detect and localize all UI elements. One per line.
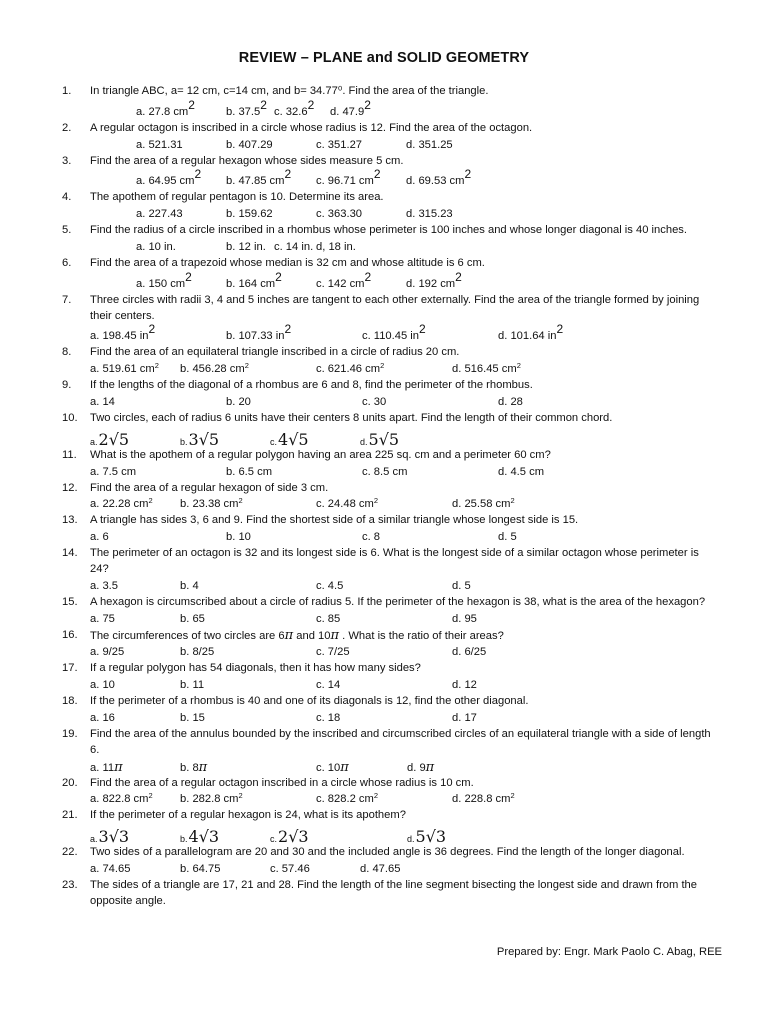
answer-choices xyxy=(90,169,712,190)
answer-choice: d. 4.5 cm xyxy=(498,465,545,478)
question-text: If the perimeter of a rhombus is 40 and one of its diagonals is 12, find the other diagonal. xyxy=(90,695,529,708)
answer-choice: b. 37.5$^2$ xyxy=(226,97,267,118)
superscript-2: 2 xyxy=(284,322,292,337)
answer-choice: c. 24.48 $cm^2$ xyxy=(316,496,378,511)
answer-choice: d. 47.65 xyxy=(360,862,401,875)
question-item xyxy=(62,448,712,481)
superscript-2: 2 xyxy=(238,791,243,801)
question-item xyxy=(62,378,712,411)
question-text: The circumferences of two circles are 6π and 10π . What is the ratio of their areas? xyxy=(90,627,504,643)
question-number: 2. xyxy=(62,121,72,134)
page-title: REVIEW – PLANE and SOLID GEOMETRY xyxy=(238,50,530,66)
choice-letter: a. xyxy=(90,834,98,845)
answer-choice: b. 10 xyxy=(226,531,251,544)
answer-choice: b. 4 xyxy=(180,579,199,592)
answer-choice: c. 14 in. xyxy=(274,240,314,253)
answer-choice: c. 32.6$^2$ xyxy=(274,97,315,118)
answer-choices xyxy=(90,427,712,448)
answer-choice: d. 315.23 xyxy=(406,208,453,221)
question-text: Find the area of the annulus bounded by the inscribed and circumscribed circles of an equilateral triangle with a side of length 6. xyxy=(90,727,711,756)
answer-choice: d. 5 xyxy=(452,579,471,592)
choice-letter: b. xyxy=(180,436,188,447)
question-item xyxy=(62,84,712,121)
answer-choices xyxy=(90,861,712,878)
answer-choice: c. 110.45 $in^2$ xyxy=(362,322,426,343)
question-item xyxy=(62,411,712,448)
answer-choice: a. 64.95 $cm^2$ xyxy=(136,167,202,188)
answer-choices xyxy=(90,206,712,223)
question-item xyxy=(62,546,712,595)
superscript-2: 2 xyxy=(510,791,515,801)
question-item xyxy=(62,776,712,809)
answer-choice: d. 101.64 $in^2$ xyxy=(498,322,564,343)
superscript-2: 2 xyxy=(154,361,159,371)
superscript-2: 2 xyxy=(373,496,378,506)
answer-choice: c. 621.46 $cm^2$ xyxy=(316,361,385,376)
question-number: 22. xyxy=(62,846,78,859)
superscript-2: 2 xyxy=(364,97,371,112)
answer-choice: a. 22.28 $cm^2$ xyxy=(90,496,153,511)
choice-letter: a. xyxy=(90,436,98,447)
answer-choice: a. 198.45 $in^2$ xyxy=(90,322,156,343)
answer-choice: d. 9π xyxy=(407,759,435,775)
question-text: Three circles with radii 3, 4 and 5 inches are tangent to each other externally. Find the area of the triangle formed by joining their centers. xyxy=(90,293,700,322)
answer-choice: c. 4.5 xyxy=(316,579,344,592)
question-number: 17. xyxy=(62,662,78,675)
answer-choice: a. 75 xyxy=(90,612,115,625)
superscript-2: 2 xyxy=(238,496,243,506)
question-text: Two circles, each of radius 6 units have their centers 8 units apart. Find the length of their common chord. xyxy=(90,411,613,424)
question-text: If a regular polygon has 54 diagonals, then it has how many sides? xyxy=(90,662,421,675)
pi-symbol: π xyxy=(198,759,208,775)
answer-choice: d. 28 xyxy=(498,395,523,408)
answer-choices xyxy=(90,710,712,727)
answer-choice: d. 25.58 $cm^2$ xyxy=(452,496,515,511)
question-number: 11. xyxy=(62,448,77,461)
answer-choice: a. 74.65 xyxy=(90,862,131,875)
answer-choice: b. 8/25 xyxy=(180,646,215,659)
question-text: Find the radius of a circle inscribed in a rhombus whose perimeter is 100 inches and whose longer diagonal is 40 inches. xyxy=(90,224,687,237)
superscript-2: 2 xyxy=(516,361,521,371)
answer-choice: d. 5 xyxy=(498,531,517,544)
radical-value: 3√5 xyxy=(188,429,220,449)
question-text: The sides of a triangle are 17, 21 and 28. Find the length of the line segment bisecting the longest side and drawn from the opposite angle. xyxy=(90,878,697,907)
question-item xyxy=(62,727,712,776)
superscript-2: 2 xyxy=(380,361,385,371)
question-number: 20. xyxy=(62,776,78,789)
superscript-2: 2 xyxy=(364,269,372,284)
question-number: 16. xyxy=(62,628,78,641)
answer-choices xyxy=(90,677,712,694)
question-text: Find the area of an equilateral triangle inscribed in a circle of radius 20 cm. xyxy=(90,346,460,359)
radical-value: 5√3 xyxy=(415,827,447,847)
answer-choice: c. 8.5 cm xyxy=(362,465,408,478)
question-number: 8. xyxy=(62,346,72,359)
answer-choices xyxy=(90,759,712,776)
answer-choices xyxy=(90,824,712,845)
answer-choices xyxy=(90,529,712,546)
choice-letter: d. xyxy=(360,436,368,447)
radical-value: 2√5 xyxy=(98,429,130,449)
superscript-2: 2 xyxy=(244,361,249,371)
answer-choice: b. 407.29 xyxy=(226,138,273,151)
radical-value: 3√3 xyxy=(98,827,130,847)
answer-choice: d. 228.8 $cm^2$ xyxy=(452,791,515,806)
answer-choices xyxy=(90,97,712,121)
question-text: If the lengths of the diagonal of a rhombus are 6 and 8, find the perimeter of the rhombus. xyxy=(90,379,533,392)
question-number: 7. xyxy=(62,293,72,306)
question-text: A hexagon is circumscribed about a circle of radius 5. If the perimeter of the hexagon is 38, what is the area of the hexagon? xyxy=(90,595,706,608)
question-item xyxy=(62,878,712,910)
answer-choice: b. 65 xyxy=(180,612,205,625)
answer-choice: d. 12 xyxy=(452,679,477,692)
question-number: 19. xyxy=(62,727,78,740)
answer-choice: c. 14 xyxy=(316,679,341,692)
answer-choice: c. 7/25 xyxy=(316,646,350,659)
answer-choice: d. 192 $cm^2$ xyxy=(406,269,462,290)
answer-choice: c. 57.46 xyxy=(270,862,310,875)
answer-choice: c. 18 xyxy=(316,711,341,724)
superscript-2: 2 xyxy=(260,97,267,112)
question-item xyxy=(62,345,712,378)
superscript-2: 2 xyxy=(419,322,426,337)
superscript-2: 2 xyxy=(188,97,195,112)
question-number: 6. xyxy=(62,256,72,269)
question-item xyxy=(62,661,712,694)
superscript-2: 2 xyxy=(373,167,381,182)
answer-choices xyxy=(90,269,712,293)
question-text: Find the area of a regular hexagon of side 3 cm. xyxy=(90,481,329,494)
superscript-2: 2 xyxy=(373,791,378,801)
answer-choices xyxy=(90,394,712,411)
choice-letter: b. xyxy=(180,834,188,845)
answer-choice: c. 351.27 xyxy=(316,138,363,151)
choice-letter: c. xyxy=(270,436,278,447)
answer-choice: a. 11π xyxy=(90,759,123,775)
answer-choice: a. 227.43 xyxy=(136,208,183,221)
answer-choice: a. 14 xyxy=(90,395,115,408)
question-number: 4. xyxy=(62,191,72,204)
question-text: Two sides of a parallelogram are 20 and 30 and the included angle is 36 degrees. Find the length of the longer diagonal. xyxy=(90,846,685,859)
answer-choices xyxy=(90,137,712,154)
question-number: 9. xyxy=(62,379,72,392)
question-number: 5. xyxy=(62,224,72,237)
answer-choice: d. 69.53 $cm^2$ xyxy=(406,167,472,188)
answer-choice: b. 20 xyxy=(226,395,251,408)
answer-choices xyxy=(90,496,712,513)
superscript-2: 2 xyxy=(556,322,564,337)
answer-choice: c. 142 $cm^2$ xyxy=(316,269,372,290)
answer-choice: d. 17 xyxy=(452,711,477,724)
question-number: 21. xyxy=(62,809,78,822)
question-text: What is the apothem of a regular polygon having an area 225 sq. cm and a perimeter 60 cm? xyxy=(90,448,551,461)
pi-symbol: π xyxy=(425,759,435,775)
answer-choice: b. 23.38 $cm^2$ xyxy=(180,496,243,511)
answer-choice: d. 516.45 $cm^2$ xyxy=(452,361,521,376)
question-number: 15. xyxy=(62,595,78,608)
question-number: 10. xyxy=(62,411,78,424)
superscript-2: 2 xyxy=(148,791,153,801)
superscript-2: 2 xyxy=(307,97,315,112)
answer-choice: b. 11 xyxy=(180,679,205,692)
answer-choice: c. 363.30 xyxy=(316,208,363,221)
answer-choice: b. 12 in. xyxy=(226,240,266,253)
superscript-2: 2 xyxy=(194,167,202,182)
question-number: 14. xyxy=(62,547,78,560)
answer-choice: a. 3.5 xyxy=(90,579,118,592)
answer-choice: a. 822.8 $cm^2$ xyxy=(90,791,153,806)
radical-value: 4√3 xyxy=(188,827,220,847)
answer-choice: b. 64.75 xyxy=(180,862,221,875)
choice-letter: d. xyxy=(407,834,415,845)
superscript-2: 2 xyxy=(185,269,192,284)
question-number: 23. xyxy=(62,878,78,891)
question-item xyxy=(62,595,712,628)
superscript-2: 2 xyxy=(464,167,472,182)
question-number: 18. xyxy=(62,695,78,708)
radical-value: 2√3 xyxy=(278,827,309,847)
answer-choice: d. 351.25 xyxy=(406,138,453,151)
superscript-2: 2 xyxy=(148,322,156,337)
question-item xyxy=(62,154,712,191)
answer-choices xyxy=(90,239,712,256)
answer-choice: d, 18 in. xyxy=(316,240,356,253)
superscript-2: 2 xyxy=(275,269,282,284)
question-number: 12. xyxy=(62,481,78,494)
answer-choice: b. 47.85 $cm^2$ xyxy=(226,167,292,188)
pi-symbol: π xyxy=(114,759,123,775)
question-item xyxy=(62,845,712,878)
answer-choice: a. 521.31 xyxy=(136,138,183,151)
superscript-2: 2 xyxy=(455,269,462,284)
answer-choice: a. 9/25 xyxy=(90,646,125,659)
answer-choices xyxy=(90,644,712,661)
pi-symbol: π xyxy=(284,627,294,643)
question-text: Find the area of a trapezoid whose median is 32 cm and whose altitude is 6 cm. xyxy=(90,256,485,269)
answer-choice: b. 6.5 cm xyxy=(226,465,273,478)
answer-choices xyxy=(90,464,712,481)
answer-choice: b. 164 $cm^2$ xyxy=(226,269,282,290)
question-text: The apothem of regular pentagon is 10. Determine its area. xyxy=(90,191,384,204)
question-item xyxy=(62,513,712,546)
question-text: The perimeter of an octagon is 32 and its longest side is 6. What is the longest side of a similar octagon whose perimeter is 24? xyxy=(90,547,699,575)
question-text: A regular octagon is inscribed in a circle whose radius is 12. Find the area of the octagon. xyxy=(90,121,533,134)
answer-choice: b. 456.28 $cm^2$ xyxy=(180,361,249,376)
question-item xyxy=(62,808,712,845)
answer-choice: d. 95 xyxy=(452,612,477,625)
radical-value: 5√5 xyxy=(368,429,400,449)
question-item xyxy=(62,256,712,293)
answer-choice: d. 47.9$^2$ xyxy=(330,97,371,118)
answer-choice: c. 85 xyxy=(316,612,341,625)
superscript-2: 2 xyxy=(510,496,515,506)
question-number: 3. xyxy=(62,154,72,167)
answer-choices xyxy=(90,611,712,628)
question-item xyxy=(62,694,712,727)
answer-choice: c. 30 xyxy=(362,395,387,408)
answer-choices xyxy=(90,791,712,808)
answer-choice: b. 282.8 $cm^2$ xyxy=(180,791,243,806)
question-list xyxy=(62,84,712,910)
answer-choice: c. 828.2 $cm^2$ xyxy=(316,791,378,806)
pi-symbol: π xyxy=(330,627,340,643)
question-text: A triangle has sides 3, 6 and 9. Find the shortest side of a similar triangle whose longest side is 15. xyxy=(90,514,579,527)
answer-choice: a. 16 xyxy=(90,711,115,724)
question-item xyxy=(62,481,712,514)
superscript-2: 2 xyxy=(284,167,292,182)
answer-choice: a. 27.8 $cm^2$ xyxy=(136,97,195,118)
answer-choice: b. 15 xyxy=(180,711,205,724)
question-text: In triangle ABC, a= 12 cm, c=14 cm, and b= 34.77⁰. Find the area of the triangle. xyxy=(90,85,489,97)
question-item xyxy=(62,223,712,256)
question-number: 1. xyxy=(62,85,72,97)
pi-symbol: π xyxy=(340,759,349,775)
answer-choice: a. 519.61 $cm^2$ xyxy=(90,361,159,376)
question-item xyxy=(62,190,712,223)
superscript-2: 2 xyxy=(148,496,153,506)
answer-choice: a. 10 xyxy=(90,679,115,692)
question-number: 13. xyxy=(62,514,78,527)
question-text: Find the area of a regular octagon inscribed in a circle whose radius is 10 cm. xyxy=(90,776,474,789)
answer-choice: c. 10π xyxy=(316,759,349,775)
answer-choice: c. 8 xyxy=(362,531,381,544)
radical-value: 4√5 xyxy=(278,429,309,449)
answer-choice: a. 6 xyxy=(90,531,109,544)
answer-choice: a. 10 in. xyxy=(136,240,176,253)
answer-choice: d. 6/25 xyxy=(452,646,487,659)
answer-choice: a. 150 $cm^2$ xyxy=(136,269,192,290)
choice-letter: c. xyxy=(270,834,278,845)
answer-choices xyxy=(90,578,712,595)
question-item xyxy=(62,293,712,346)
answer-choice: a. 7.5 cm xyxy=(90,465,137,478)
answer-choice: c. 96.71 $cm^2$ xyxy=(316,167,381,188)
answer-choices xyxy=(90,324,712,345)
question-item xyxy=(62,628,712,662)
answer-choices xyxy=(90,361,712,378)
question-text: Find the area of a regular hexagon whose sides measure 5 cm. xyxy=(90,154,404,167)
prepared-by-footer: Prepared by: Engr. Mark Paolo C. Abag, REE xyxy=(496,946,722,958)
question-item xyxy=(62,121,712,154)
answer-choice: b. 8π xyxy=(180,759,208,775)
answer-choice: b. 159.62 xyxy=(226,208,273,221)
answer-choice: b. 107.33 $in^2$ xyxy=(226,322,292,343)
question-text: If the perimeter of a regular hexagon is 24, what is its apothem? xyxy=(90,809,406,822)
